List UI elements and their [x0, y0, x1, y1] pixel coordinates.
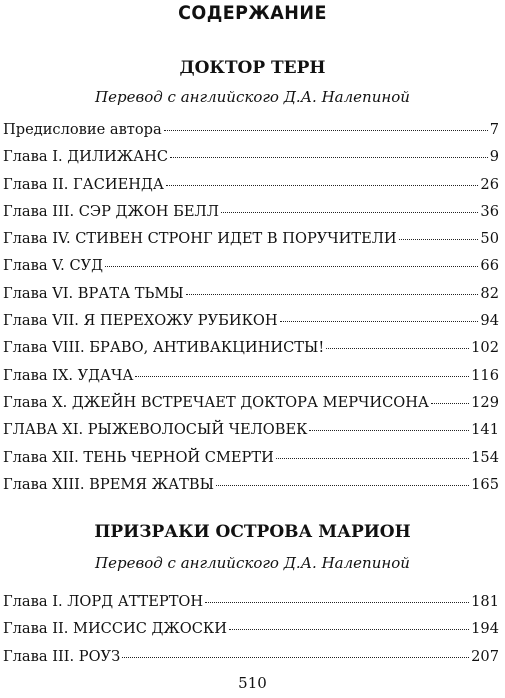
- toc-entry: [3, 225, 499, 252]
- toc-entry-page: 129: [471, 393, 499, 411]
- toc-entry-label: Глава IV. СТИВЕН СТРОНГ ИДЕТ В ПОРУЧИТЕЛИ: [3, 230, 397, 248]
- toc-entry: [3, 643, 499, 670]
- toc-entry-label: ГЛАВА XI. РЫЖЕВОЛОСЫЙ ЧЕЛОВЕК: [3, 421, 308, 439]
- toc-entry: [3, 171, 499, 198]
- dot-leader: [399, 239, 479, 240]
- toc-entry-page: 207: [471, 647, 499, 665]
- section-subtitle-2: Перевод с английского Д.А. Налепиной: [95, 554, 410, 572]
- toc-entry-page: 165: [471, 475, 499, 493]
- dot-leader: [170, 157, 488, 158]
- dot-leader: [216, 485, 469, 486]
- toc-entry-label: Глава VIII. БРАВО, АНТИВАКЦИНИСТЫ!: [3, 339, 325, 357]
- toc-entry-page: 102: [471, 339, 499, 357]
- toc-entry: [3, 280, 499, 307]
- toc-entry-page: 50: [480, 230, 499, 248]
- toc-entry-label: Глава V. СУД: [3, 257, 104, 275]
- toc-list-1: [3, 116, 499, 498]
- dot-leader: [166, 185, 479, 186]
- toc-entry-page: 9: [489, 148, 499, 166]
- toc-entry: [3, 615, 499, 642]
- toc-entry-label: Глава III. РОУЗ: [3, 647, 121, 665]
- toc-entry-label: Глава VI. ВРАТА ТЬМЫ: [3, 284, 184, 302]
- toc-entry-label: Глава X. ДЖЕЙН ВСТРЕЧАЕТ ДОКТОРА МЕРЧИСОНА: [3, 393, 429, 411]
- toc-entry: [3, 307, 499, 334]
- toc-entry: [3, 198, 499, 225]
- section-subtitle-1: Перевод с английского Д.А. Налепиной: [95, 88, 410, 106]
- dot-leader: [186, 294, 479, 295]
- toc-entry-page: 116: [471, 366, 499, 384]
- toc-entry: [3, 362, 499, 389]
- toc-entry: [3, 444, 499, 471]
- toc-entry-label: Предисловие автора: [3, 121, 162, 138]
- toc-entry-label: Глава II. МИССИС ДЖОСКИ: [3, 620, 227, 638]
- toc-entry: [3, 116, 499, 143]
- dot-leader: [122, 657, 469, 658]
- toc-entry-label: Глава VII. Я ПЕРЕХОЖУ РУБИКОН: [3, 312, 278, 330]
- toc-entry: [3, 471, 499, 498]
- toc-entry-label: Глава III. СЭР ДЖОН БЕЛЛ: [3, 202, 219, 220]
- dot-leader: [326, 348, 469, 349]
- toc-entry-page: 36: [480, 202, 499, 220]
- toc-entry-page: 154: [471, 448, 499, 466]
- toc-entry: [3, 252, 499, 279]
- toc-entry: [3, 588, 499, 615]
- section-title-1: ДОКТОР ТЕРН: [179, 58, 326, 78]
- dot-leader: [221, 212, 479, 213]
- toc-entry: [3, 334, 499, 361]
- dot-leader: [309, 430, 469, 431]
- toc-entry-page: 26: [480, 175, 499, 193]
- dot-leader: [135, 376, 469, 377]
- toc-entry-page: 181: [471, 593, 499, 610]
- toc-entry-label: Глава XIII. ВРЕМЯ ЖАТВЫ: [3, 475, 214, 493]
- toc-entry-label: Глава XII. ТЕНЬ ЧЕРНОЙ СМЕРТИ: [3, 448, 274, 466]
- dot-leader: [276, 458, 469, 459]
- toc-entry: [3, 389, 499, 416]
- toc-entry-page: 7: [489, 121, 499, 138]
- section-title-2: ПРИЗРАКИ ОСТРОВА МАРИОН: [94, 522, 411, 542]
- page-number: 510: [238, 674, 267, 692]
- toc-entry: [3, 416, 499, 443]
- dot-leader: [280, 321, 479, 322]
- toc-entry-label: Глава IX. УДАЧА: [3, 366, 134, 384]
- toc-entry-label: Глава I. ДИЛИЖАНС: [3, 148, 169, 166]
- toc-entry-page: 94: [480, 312, 499, 330]
- dot-leader: [105, 266, 478, 267]
- toc-entry-page: 141: [471, 421, 499, 439]
- toc-entry-page: 82: [480, 284, 499, 302]
- page-title: СОДЕРЖАНИЕ: [178, 2, 327, 24]
- dot-leader: [164, 130, 488, 131]
- toc-entry-page: 66: [480, 257, 499, 275]
- dot-leader: [205, 602, 469, 603]
- toc-entry-label: Глава II. ГАСИЕНДА: [3, 175, 164, 193]
- toc-list-2: [3, 588, 499, 670]
- toc-entry-label: Глава I. ЛОРД АТТЕРТОН: [3, 593, 204, 610]
- dot-leader: [229, 629, 469, 630]
- dot-leader: [431, 403, 469, 404]
- toc-entry: [3, 143, 499, 170]
- toc-entry-page: 194: [471, 620, 499, 638]
